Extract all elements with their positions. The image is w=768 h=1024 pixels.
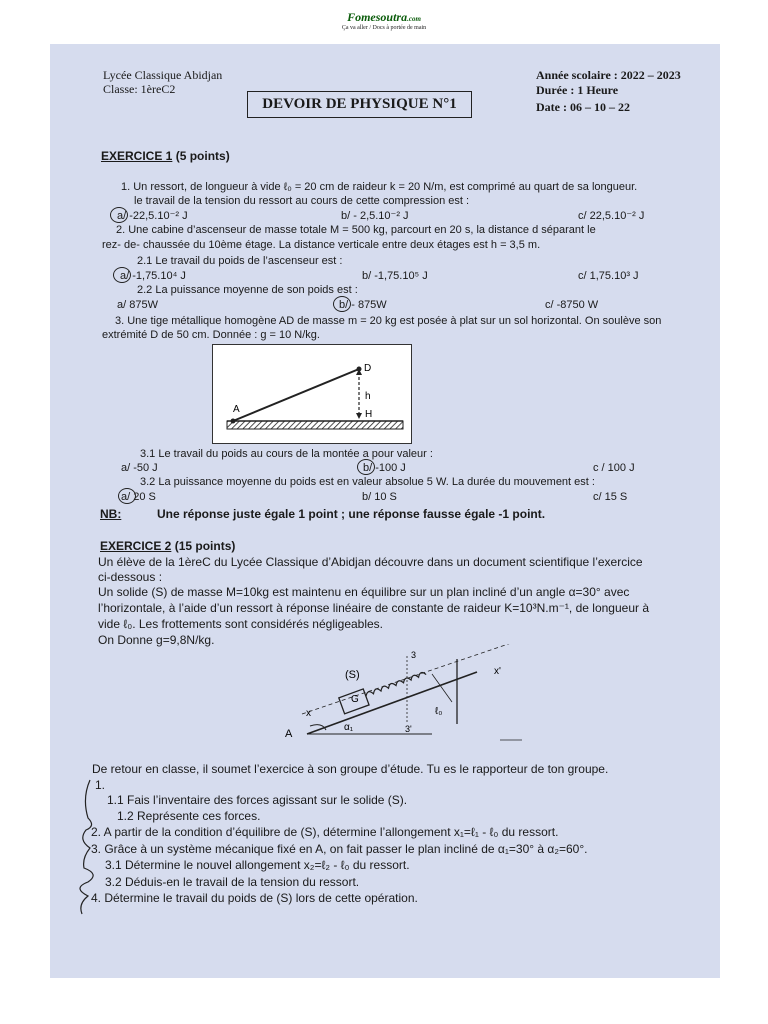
label-g: G [351, 694, 359, 705]
ex2-intro: De retour en classe, il soumet l’exercice à son groupe d’étude. Tu es le rapporteur de ton groupe. [92, 762, 609, 776]
ex1-q22-option-a: a/ 875W [117, 299, 158, 311]
ex1-heading: EXERCICE 1 (5 points) [101, 149, 230, 163]
nb-text: Une réponse juste égale 1 point ; une réponse fausse égale -1 point. [157, 507, 546, 521]
logo-name: Fomesoutra.com [347, 10, 421, 24]
ex2-p1-cont: ci-dessous : [98, 570, 163, 584]
incline-figure [282, 644, 532, 744]
ex1-q32-option-b: b/ 10 S [362, 491, 397, 503]
ground-hatch [227, 421, 403, 429]
ex1-q1-option-a: a/ -22,5.10⁻² J [117, 210, 188, 222]
ex2-p2: Un solide (S) de masse M=10kg est maintenu en équilibre sur un plan incliné d’un angle α=30° avec [98, 585, 630, 599]
ex1-q22-option-c: c/ -8750 W [545, 299, 599, 311]
ex1-q1: 1. Un ressort, de longueur à vide ℓ₀ = 20 cm de raideur k = 20 N/m, est comprimé au quart de sa longueur. [121, 181, 638, 193]
ex2-p1: Un élève de la 1èreC du Lycée Classique d’Abidjan découvre dans un document scientifique l’exercice [98, 555, 643, 569]
ex1-q21: 2.1 Le travail du poids de l’ascenseur est : [137, 255, 343, 267]
answer-circle [118, 488, 136, 504]
ex1-q3-cont: extrémité D de 50 cm. Donnée : g = 10 N/kg. [102, 329, 320, 341]
ex2-p2-cont2: vide ℓ₀. Les frottements sont considérés négligeables. [98, 617, 384, 631]
ex2-q12: 1.2 Représente ces forces. [117, 809, 261, 823]
site-logo [0, 10, 768, 31]
logo-tagline: Ça va aller / Docs à portée de main [341, 25, 427, 31]
ex1-q21-option-c: c/ 1,75.10³ J [578, 270, 639, 282]
ex1-q2: 2. Une cabine d’ascenseur de masse totale M = 500 kg, parcourt en 20 s, la distance d séparant le [116, 224, 596, 236]
class-label: Classe: 1èreC2 [103, 82, 176, 96]
answer-circle [113, 267, 131, 283]
ex2-q11: 1.1 Fais l’inventaire des forces agissant sur le solide (S). [107, 793, 408, 807]
ex2-q1: 1. [95, 778, 106, 792]
ex2-q4: 4. Détermine le travail du poids de (S) lors de cette opération. [91, 891, 418, 905]
ex2-q3: 3. Grâce à un système mécanique fixé en A, on fait passer le plan incliné de α₁=30° à α₂=60°. [91, 842, 588, 856]
ex1-q32-option-a: a/ 20 S [121, 491, 156, 503]
label-x-prime: x' [494, 666, 501, 677]
ex1-q32-option-c: c/ 15 S [593, 491, 628, 503]
label-s: (S) [345, 669, 360, 681]
label-alpha: α₁ [344, 722, 354, 733]
label-l0: ℓ₀ [435, 706, 443, 717]
ex1-q31-option-c: c / 100 J [593, 462, 635, 474]
label-h: h [365, 391, 371, 402]
exam-date: Date : 06 – 10 – 22 [536, 100, 630, 114]
ex1-q22-option-b: b/ - 875W [339, 299, 387, 311]
answer-circle [110, 207, 128, 223]
ex1-q1-cont: le travail de la tension du ressort au cours de cette compression est : [134, 195, 470, 207]
duration: Durée : 1 Heure [536, 83, 619, 97]
incline-line [307, 672, 477, 734]
label-3-prime: 3' [405, 724, 412, 734]
label-x: x [306, 708, 311, 719]
ex1-q31-option-a: a/ -50 J [121, 462, 158, 474]
school-year: Année scolaire : 2022 – 2023 [536, 68, 681, 82]
label-3: 3 [411, 650, 417, 660]
ex1-q21-option-a: a/ -1,75.10⁴ J [120, 270, 186, 282]
ex1-q31: 3.1 Le travail du poids au cours de la montée a pour valeur : [140, 448, 433, 460]
ex1-q3: 3. Une tige métallique homogène AD de masse m = 20 kg est posée à plat sur un sol horizontal. On soulève son [115, 315, 662, 327]
answer-circle [357, 459, 375, 475]
ex1-q1-option-c: c/ 22,5.10⁻² J [578, 210, 645, 222]
exam-title: DEVOIR DE PHYSIQUE N°1 [247, 91, 472, 118]
ex1-q1-option-b: b/ - 2,5.10⁻² J [341, 210, 409, 222]
ex2-given: On Donne g=9,8N/kg. [98, 633, 215, 647]
school-name: Lycée Classique Abidjan [103, 68, 223, 82]
rod-figure [212, 344, 412, 444]
answer-circle [333, 296, 351, 312]
ex1-q31-option-b: b/ -100 J [363, 462, 406, 474]
label-d: D [364, 363, 372, 374]
ex2-q31: 3.1 Détermine le nouvel allongement x₂=ℓ₂ - ℓ₀ du ressort. [105, 858, 410, 872]
ex2-q2: 2. A partir de la condition d’équilibre de (S), détermine l’allongement x₁=ℓ₁ - ℓ₀ du ressort. [91, 825, 559, 839]
label-a: A [285, 728, 293, 740]
label-a: A [233, 404, 240, 415]
label-H: H [365, 409, 373, 420]
ex2-p2-cont: l’horizontale, à l’aide d’un ressort à réponse linéaire de constante de raideur K=10³N.m⁻¹, de longueur à [98, 601, 649, 615]
ex1-q21-option-b: b/ -1,75.10⁵ J [362, 270, 428, 282]
ex1-q32: 3.2 La puissance moyenne du poids est en valeur absolue 5 W. La durée du mouvement est : [140, 476, 595, 488]
handwritten-brace-mark [60, 778, 100, 918]
ex2-q32: 3.2 Déduis-en le travail de la tension du ressort. [105, 875, 360, 889]
rod-line [233, 369, 359, 421]
ex1-q2-cont: rez- de- chaussée du 10ème étage. La distance verticale entre deux étages est h = 3,5 m. [102, 239, 541, 251]
ex1-q22: 2.2 La puissance moyenne de son poids est : [137, 284, 358, 296]
nb-label: NB: [100, 507, 122, 521]
ex2-heading: EXERCICE 2 (15 points) [100, 539, 236, 553]
